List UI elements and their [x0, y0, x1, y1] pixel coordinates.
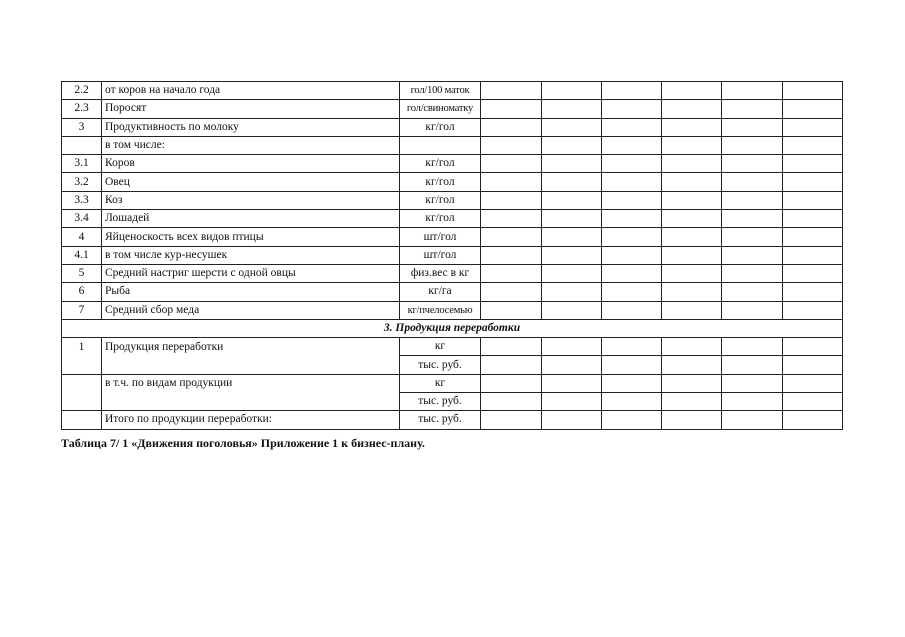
row-name: Лошадей: [102, 210, 400, 228]
row-unit: кг/гол: [400, 210, 481, 228]
row-number: 4: [62, 228, 102, 246]
table-row: [62, 393, 843, 411]
value-cell: [722, 393, 783, 411]
table-row: [62, 173, 843, 191]
value-cell: [602, 393, 662, 411]
value-cell: [602, 191, 662, 209]
value-cell: [662, 210, 722, 228]
value-cell: [722, 155, 783, 173]
table-row: [62, 136, 843, 154]
value-cell: [542, 155, 602, 173]
row-unit: тыс. руб.: [400, 356, 481, 374]
row-number: 4.1: [62, 246, 102, 264]
value-cell: [481, 393, 542, 411]
value-cell: [481, 82, 542, 100]
value-cell: [722, 100, 783, 118]
table-row: [62, 210, 843, 228]
value-cell: [722, 173, 783, 191]
value-cell: [662, 283, 722, 301]
value-cell: [481, 173, 542, 191]
value-cell: [542, 411, 602, 429]
table-caption: Таблица 7/ 1 «Движения поголовья» Приложение 1 к бизнес-плану.: [61, 436, 425, 450]
row-number: 3.3: [62, 191, 102, 209]
value-cell: [722, 228, 783, 246]
row-unit: гол/свиноматку: [400, 100, 481, 118]
value-cell: [542, 283, 602, 301]
row-unit: кг: [400, 338, 481, 356]
value-cell: [662, 246, 722, 264]
row-unit: кг/гол: [400, 191, 481, 209]
value-cell: [783, 374, 843, 392]
value-cell: [542, 136, 602, 154]
value-cell: [783, 173, 843, 191]
value-cell: [722, 356, 783, 374]
value-cell: [662, 118, 722, 136]
value-cell: [722, 246, 783, 264]
value-cell: [481, 283, 542, 301]
value-cell: [481, 191, 542, 209]
row-number: [62, 356, 102, 374]
row-unit: гол/100 маток: [400, 82, 481, 100]
row-name: в т.ч. по видам продукции: [102, 374, 400, 392]
value-cell: [662, 264, 722, 282]
value-cell: [783, 338, 843, 356]
value-cell: [783, 82, 843, 100]
value-cell: [602, 338, 662, 356]
value-cell: [542, 118, 602, 136]
value-cell: [481, 100, 542, 118]
row-unit: тыс. руб.: [400, 393, 481, 411]
table-row: [62, 228, 843, 246]
row-name: Продукция переработки: [102, 338, 400, 356]
table-row: [62, 191, 843, 209]
table-row: [62, 118, 843, 136]
row-number: [62, 411, 102, 429]
value-cell: [542, 374, 602, 392]
value-cell: [783, 210, 843, 228]
value-cell: [722, 338, 783, 356]
table-row: [62, 155, 843, 173]
value-cell: [662, 155, 722, 173]
value-cell: [481, 118, 542, 136]
value-cell: [662, 191, 722, 209]
value-cell: [542, 393, 602, 411]
value-cell: [783, 393, 843, 411]
row-unit: кг: [400, 374, 481, 392]
table-row: [62, 100, 843, 118]
row-unit: кг/га: [400, 283, 481, 301]
value-cell: [481, 136, 542, 154]
value-cell: [783, 136, 843, 154]
row-name: в том числе:: [102, 136, 400, 154]
row-number: 3.2: [62, 173, 102, 191]
value-cell: [481, 374, 542, 392]
table-row: [62, 411, 843, 429]
value-cell: [662, 411, 722, 429]
row-name: [102, 393, 400, 411]
row-unit: шт/гол: [400, 228, 481, 246]
value-cell: [602, 228, 662, 246]
row-name: от коров на начало года: [102, 82, 400, 100]
row-name: Средний настриг шерсти с одной овцы: [102, 264, 400, 282]
value-cell: [662, 100, 722, 118]
value-cell: [481, 411, 542, 429]
value-cell: [602, 246, 662, 264]
indicators-table: [61, 81, 843, 430]
value-cell: [481, 356, 542, 374]
row-name: Яйценоскость всех видов птицы: [102, 228, 400, 246]
value-cell: [542, 338, 602, 356]
value-cell: [602, 374, 662, 392]
value-cell: [602, 118, 662, 136]
value-cell: [722, 374, 783, 392]
row-number: 6: [62, 283, 102, 301]
value-cell: [602, 136, 662, 154]
value-cell: [542, 210, 602, 228]
value-cell: [722, 210, 783, 228]
row-number: 3.1: [62, 155, 102, 173]
value-cell: [783, 100, 843, 118]
table-row: [62, 338, 843, 356]
value-cell: [722, 191, 783, 209]
value-cell: [542, 264, 602, 282]
value-cell: [602, 301, 662, 319]
value-cell: [602, 356, 662, 374]
table-row: [62, 283, 843, 301]
row-unit: [400, 136, 481, 154]
value-cell: [662, 136, 722, 154]
row-number: 3.4: [62, 210, 102, 228]
value-cell: [722, 301, 783, 319]
value-cell: [542, 228, 602, 246]
row-unit: кг/гол: [400, 118, 481, 136]
value-cell: [783, 301, 843, 319]
value-cell: [602, 155, 662, 173]
row-name: Поросят: [102, 100, 400, 118]
table-row: [62, 356, 843, 374]
value-cell: [722, 82, 783, 100]
row-number: 3: [62, 118, 102, 136]
value-cell: [662, 338, 722, 356]
value-cell: [783, 264, 843, 282]
value-cell: [542, 301, 602, 319]
value-cell: [542, 356, 602, 374]
row-name: Овец: [102, 173, 400, 191]
value-cell: [542, 173, 602, 191]
row-name: Коз: [102, 191, 400, 209]
row-name: Продуктивность по молоку: [102, 118, 400, 136]
value-cell: [662, 228, 722, 246]
value-cell: [722, 136, 783, 154]
value-cell: [662, 374, 722, 392]
value-cell: [722, 264, 783, 282]
value-cell: [662, 356, 722, 374]
table-row: [62, 82, 843, 100]
value-cell: [783, 191, 843, 209]
value-cell: [783, 411, 843, 429]
value-cell: [722, 283, 783, 301]
value-cell: [662, 393, 722, 411]
value-cell: [602, 210, 662, 228]
value-cell: [481, 338, 542, 356]
value-cell: [542, 191, 602, 209]
value-cell: [662, 82, 722, 100]
value-cell: [602, 82, 662, 100]
value-cell: [662, 301, 722, 319]
row-name: [102, 356, 400, 374]
value-cell: [783, 283, 843, 301]
value-cell: [481, 301, 542, 319]
table-row: [62, 374, 843, 392]
row-name: Коров: [102, 155, 400, 173]
value-cell: [481, 246, 542, 264]
row-name: Итого по продукции переработки:: [102, 411, 400, 429]
row-unit: кг/гол: [400, 173, 481, 191]
value-cell: [783, 118, 843, 136]
row-number: 2.3: [62, 100, 102, 118]
value-cell: [783, 356, 843, 374]
value-cell: [722, 118, 783, 136]
value-cell: [602, 264, 662, 282]
row-number: [62, 393, 102, 411]
value-cell: [783, 246, 843, 264]
row-number: 1: [62, 338, 102, 356]
row-unit: кг/гол: [400, 155, 481, 173]
value-cell: [542, 100, 602, 118]
value-cell: [662, 173, 722, 191]
row-unit: физ.вес в кг: [400, 264, 481, 282]
value-cell: [481, 155, 542, 173]
value-cell: [481, 264, 542, 282]
section-header-row: [62, 319, 843, 337]
row-unit: кг/пчелосемью: [400, 301, 481, 319]
value-cell: [481, 228, 542, 246]
row-number: [62, 136, 102, 154]
section-title: 3. Продукция переработки: [62, 319, 843, 337]
value-cell: [722, 411, 783, 429]
value-cell: [602, 283, 662, 301]
value-cell: [602, 100, 662, 118]
value-cell: [783, 228, 843, 246]
value-cell: [783, 155, 843, 173]
value-cell: [602, 411, 662, 429]
row-number: [62, 374, 102, 392]
row-unit: шт/гол: [400, 246, 481, 264]
value-cell: [602, 173, 662, 191]
value-cell: [542, 82, 602, 100]
table-row: [62, 301, 843, 319]
row-name: Средний сбор меда: [102, 301, 400, 319]
row-number: 2.2: [62, 82, 102, 100]
table-row: [62, 246, 843, 264]
row-number: 5: [62, 264, 102, 282]
row-number: 7: [62, 301, 102, 319]
value-cell: [481, 210, 542, 228]
table-row: [62, 264, 843, 282]
row-unit: тыс. руб.: [400, 411, 481, 429]
row-name: в том числе кур-несушек: [102, 246, 400, 264]
value-cell: [542, 246, 602, 264]
row-name: Рыба: [102, 283, 400, 301]
